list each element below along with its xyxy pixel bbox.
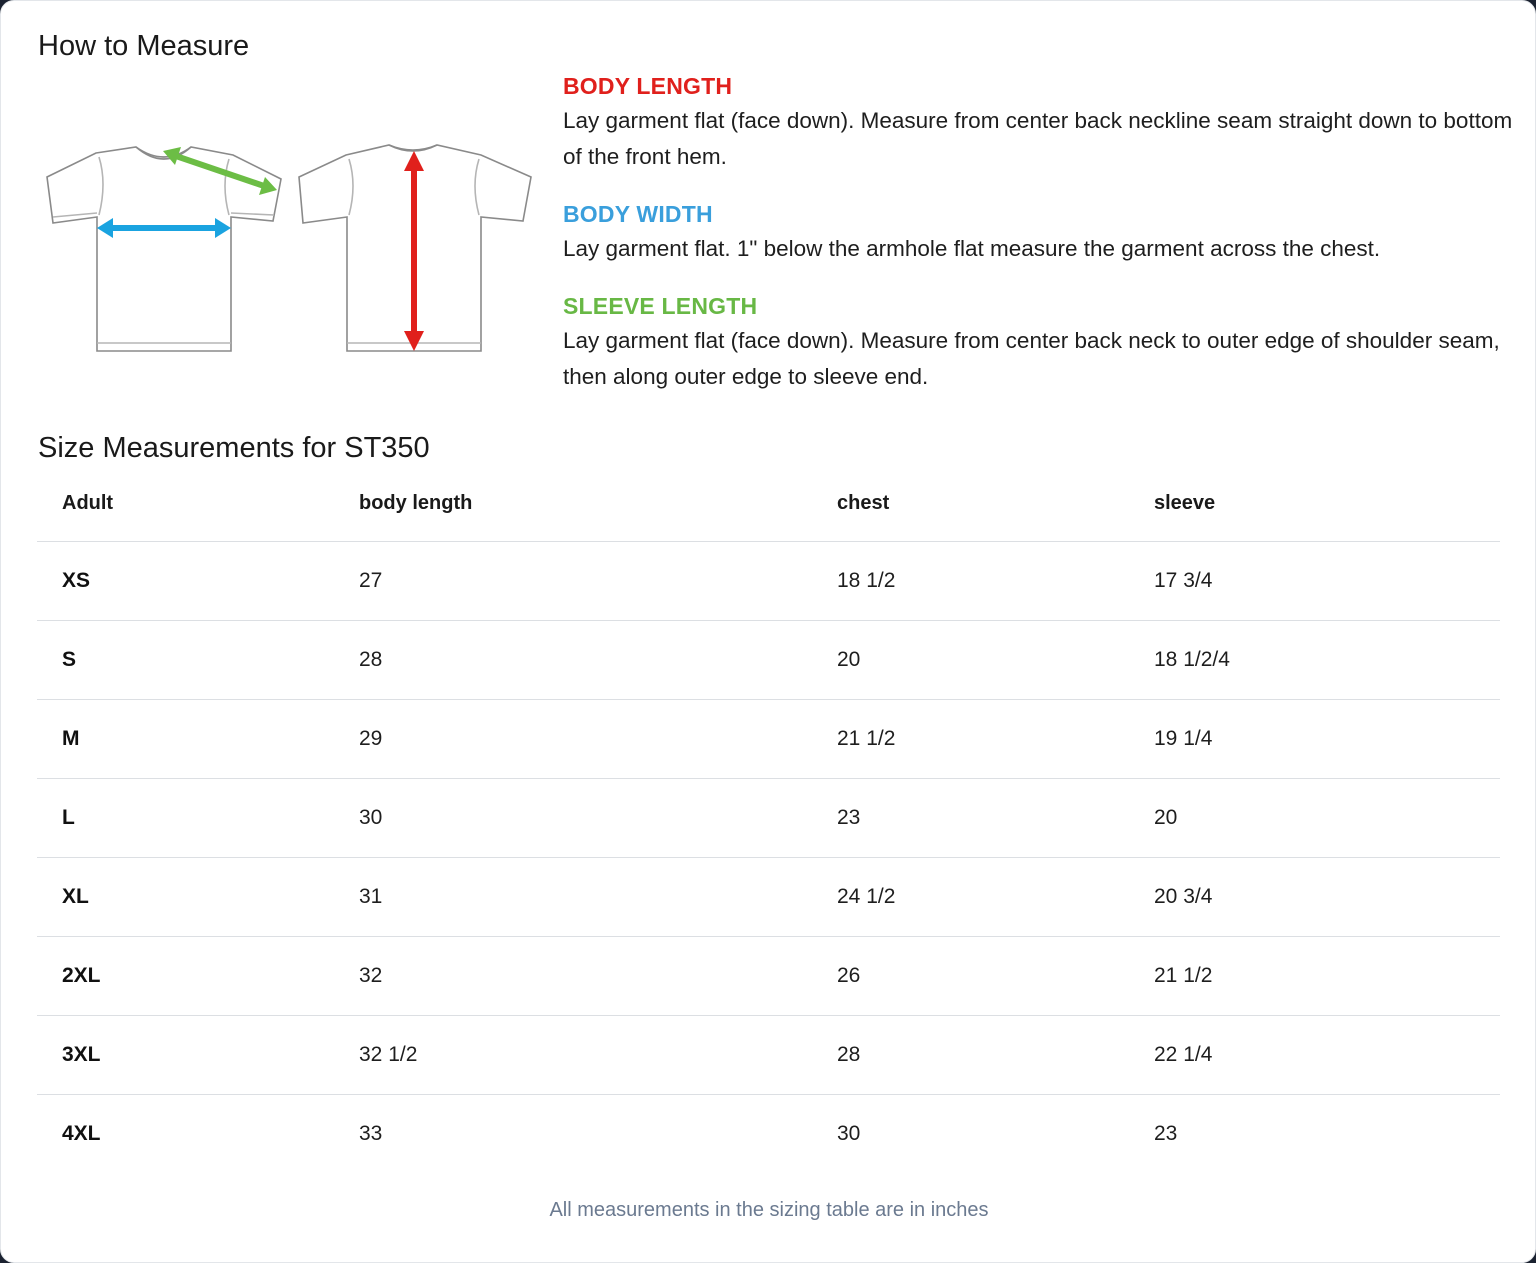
- column-header-adult: Adult: [37, 466, 334, 542]
- body-length-cell: 30: [334, 779, 812, 858]
- column-header-sleeve: sleeve: [1129, 466, 1500, 542]
- size-cell: 2XL: [37, 937, 334, 1016]
- size-cell: XS: [37, 542, 334, 621]
- instruction-text: Lay garment flat. 1" below the armhole flat measure the garment across the chest.: [563, 236, 1381, 261]
- table-row: [37, 621, 1500, 700]
- size-cell: M: [37, 700, 334, 779]
- chest-cell: 24 1/2: [812, 858, 1129, 937]
- table-row: [37, 1016, 1500, 1095]
- instruction-title: BODY WIDTH: [563, 201, 713, 227]
- size-cell: 3XL: [37, 1016, 334, 1095]
- chest-cell: 21 1/2: [812, 700, 1129, 779]
- table-header-row: [37, 466, 1500, 542]
- size-table: [37, 466, 1500, 1173]
- sleeve-cell: 22 1/4: [1129, 1016, 1500, 1095]
- chest-cell: 28: [812, 1016, 1129, 1095]
- instruction-text: Lay garment flat (face down). Measure from center back neckline seam straight down to bottom of the front hem.: [563, 108, 1513, 169]
- table-row: [37, 779, 1500, 858]
- size-cell: L: [37, 779, 334, 858]
- instruction-title: SLEEVE LENGTH: [563, 293, 758, 319]
- instruction-sleeve-length: [563, 289, 1513, 395]
- table-row: [37, 700, 1500, 779]
- body-length-cell: 31: [334, 858, 812, 937]
- tshirt-measure-diagram: [41, 133, 541, 363]
- instruction-body-length: [563, 69, 1513, 175]
- sleeve-cell: 23: [1154, 1122, 1178, 1145]
- body-length-cell: 27: [334, 542, 812, 621]
- inches-footnote: All measurements in the sizing table are in inches: [549, 1199, 989, 1221]
- body-length-cell: 33: [359, 1122, 383, 1145]
- instruction-body-width: [563, 197, 1513, 267]
- sleeve-cell: 19 1/4: [1129, 700, 1500, 779]
- sleeve-cell: 17 3/4: [1129, 542, 1500, 621]
- size-cell: S: [37, 621, 334, 700]
- sleeve-cell: 18 1/2/4: [1129, 621, 1500, 700]
- chest-cell: 30: [837, 1122, 861, 1145]
- how-to-measure-heading: How to Measure: [38, 30, 250, 62]
- sleeve-cell: 20: [1129, 779, 1500, 858]
- body-length-cell: 32: [334, 937, 812, 1016]
- table-row: [37, 858, 1500, 937]
- column-header-body-length: body length: [334, 466, 812, 542]
- size-cell: XL: [37, 858, 334, 937]
- size-measurements-heading: Size Measurements for ST350: [38, 432, 430, 464]
- table-row: [37, 937, 1500, 1016]
- body-length-cell: 32 1/2: [334, 1016, 812, 1095]
- measure-instructions: [563, 69, 1513, 417]
- chest-cell: 18 1/2: [812, 542, 1129, 621]
- instruction-text: Lay garment flat (face down). Measure from center back neck to outer edge of shoulder seam, then along outer edge to sleeve end.: [563, 328, 1500, 389]
- chest-cell: 26: [812, 937, 1129, 1016]
- body-length-cell: 29: [334, 700, 812, 779]
- sleeve-cell: 20 3/4: [1129, 858, 1500, 937]
- instruction-title: BODY LENGTH: [563, 73, 733, 99]
- column-header-chest: chest: [812, 466, 1129, 542]
- chest-cell: 23: [812, 779, 1129, 858]
- table-row: [37, 1095, 1500, 1174]
- table-row: [37, 542, 1500, 621]
- body-length-cell: 28: [334, 621, 812, 700]
- sleeve-cell: 21 1/2: [1129, 937, 1500, 1016]
- chest-cell: 20: [812, 621, 1129, 700]
- size-cell: 4XL: [62, 1122, 101, 1145]
